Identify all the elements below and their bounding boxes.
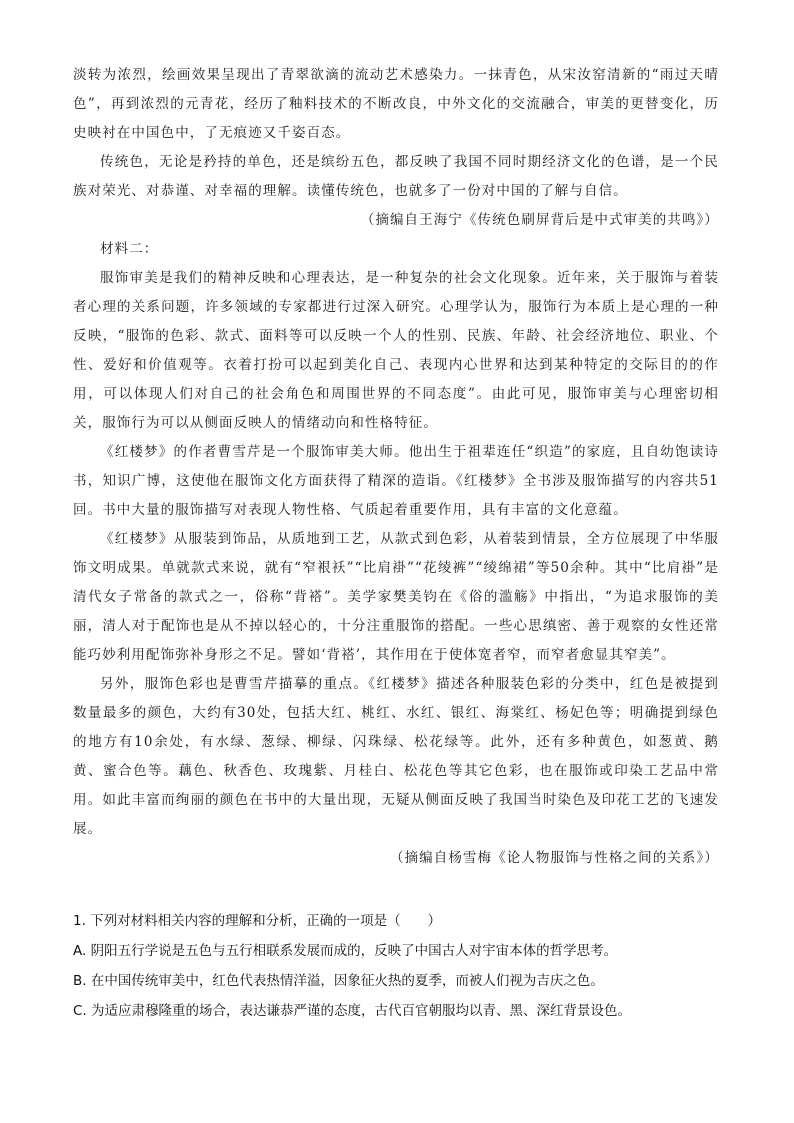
paragraph-intro-continued: 淡转为浓烈，绘画效果呈现出了青翠欲滴的流动艺术感染力。一抹青色，从宋汝窑清新的“雨过天晴色”，再到浓烈的元青花，经历了釉料技术的不断改良，中外文化的交流融合，审美的更替变化，历史映衬在中国色中，了无痕迹又千姿百态。 bbox=[73, 67, 719, 141]
paragraph-traditional-color: 传统色，无论是矜持的单色，还是缤纷五色，都反映了我国不同时期经济文化的色谱，是一个民族对荣光、对恭谨、对幸福的理解。读懂传统色，也就多了一份对中国的了解与自信。 bbox=[73, 154, 719, 199]
option-a: A. 阴阳五行学说是五色与五行相联系发展而成的，反映了中国古人对宇宙本体的哲学思考。 bbox=[73, 943, 618, 959]
question-block bbox=[73, 906, 723, 1026]
option-c: C. 为适应肃穆隆重的场合，表达谦恭严谨的态度，古代百官朝服均以青、黑、深红背景设色。 bbox=[73, 1003, 632, 1019]
paragraph-material-2-1: 服饰审美是我们的精神反映和心理表达，是一种复杂的社会文化现象。近年来，关于服饰与着装者心理的关系问题，许多领域的专家都进行过深入研究。心理学认为，服饰行为本质上是心理的一种反映，“服饰的色彩、款式、面料等可以反映一个人的性别、民族、年龄、社会经济地位、职业、个性、爱好和价值观等。衣着打扮可以起到美化自己、表现内心世界和达到某种特定的交际目的的作用，可以体现人们对自己的社会角色和周围世界的不同态度”。由此可见，服饰审美与心理密切相关，服饰行为可以从侧面反映人的情绪动向和性格特征。 bbox=[73, 270, 719, 431]
source-citation-1: （摘编自王海宁《传统色刷屏背后是中式审美的共鸣》） bbox=[360, 212, 719, 228]
paragraph-material-2-3: 《红楼梦》从服装到饰品，从质地到工艺，从款式到色彩，从着装到情景，全方位展现了中华服饰文明成果。单就款式来说，就有“窄裉袄”“比肩褂”“花绫裤”“绫绵裙”等50余种。其中“比肩褂”是清代女子常备的款式之一，俗称“背褡”。美学家樊美钧在《俗的滥觞》中指出，“为追求服饰的美丽，清人对于配饰也是从不掉以轻心的，十分注重服饰的搭配。一些心思缜密、善于观察的女性还常能巧妙利用配饰弥补身形之不足。譬如‘背褡’，其作用在于使体宽者窄，而窄者愈显其窄美”。 bbox=[73, 531, 719, 663]
reading-passage bbox=[73, 61, 719, 873]
source-citation-2: （摘编自杨雪梅《论人物服饰与性格之间的关系》） bbox=[389, 850, 719, 866]
paragraph-material-2-4: 另外，服饰色彩也是曹雪芹描摹的重点。《红楼梦》描述各种服装色彩的分类中，红色是被提到数量最多的颜色，大约有30处，包括大红、桃红、水红、银红、海棠红、杨妃色等；明确提到绿色的地方有10余处，有水绿、葱绿、柳绿、闪珠绿、松花绿等。此外，还有多种黄色，如葱黄、鹅黄、蜜合色等。藕色、秋香色、玫瑰紫、月桂白、松花色等其它色彩，也在服饰或印染工艺品中常用。如此丰富而绚丽的颜色在书中的大量出现，无疑从侧面反映了我国当时染色及印花工艺的飞速发展。 bbox=[73, 676, 719, 837]
material-2-label: 材料二： bbox=[100, 241, 159, 257]
question-1-stem: 1. 下列对材料相关内容的理解和分析，正确的一项是（ ） bbox=[73, 913, 442, 929]
option-b: B. 在中国传统审美中，红色代表热情洋溢，因象征火热的夏季，而被人们视为吉庆之色。 bbox=[73, 973, 604, 989]
paragraph-material-2-2: 《红楼梦》的作者曹雪芹是一个服饰审美大师。他出生于祖辈连任“织造”的家庭，且自幼饱读诗书，知识广博，这使他在服饰文化方面获得了精深的造诣。《红楼梦》全书涉及服饰描写的内容共51回。书中大量的服饰描写对表现人物性格、气质起着重要作用，具有丰富的文化意蕴。 bbox=[73, 444, 719, 518]
